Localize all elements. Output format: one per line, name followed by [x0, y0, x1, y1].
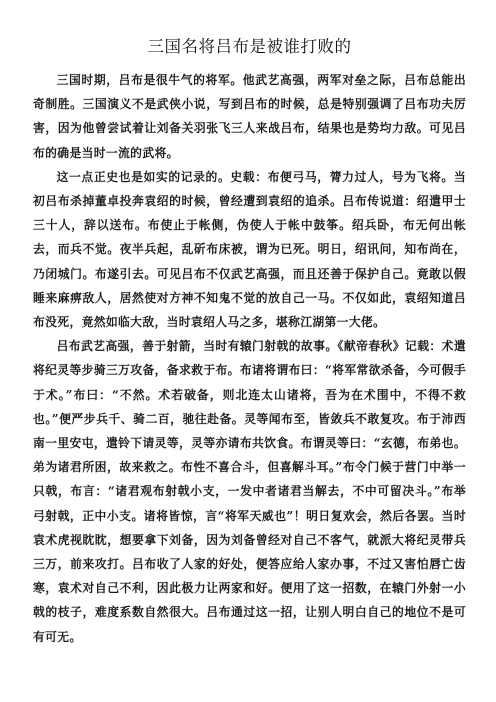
paragraph-1: 三国时期，吕布是很牛气的将军。他武艺高强，两军对垒之际，吕布总能出奇制胜。三国演义不是武侠小说，写到吕布的时候，总是特别强调了吕布功夫厉害，因为他曾尝试着让刘备关羽张飞三人来战吕布，结果也是势均力敌。可见吕布的确是当时一流的武将。	[33, 73, 466, 160]
paragraph-3: 吕布武艺高强，善于射箭，当时有辕门射戟的故事。《献帝春秋》记载：术遣将纪灵等步骑三万攻备，备求救于布。布诸将谓布曰：“将军常欲杀备，今可假手于术。”布曰：“不然。术若破备，则北连太山诸将，吾为在术围中，不得不救也。”便严步兵千、骑二百，驰往赴备。灵等闻布至，皆敛兵不敢复攻。布于沛西南一里安屯，遣铃下请灵等，灵等亦请布共饮食。布谓灵等曰：“玄德，布弟也。弟为诸君所困，故来救之。布性不喜合斗，但喜解斗耳。”布令门候于营门中举一只戟，布言：“诸君观布射戟小支，一发中者诸君当解去，不中可留决斗。”布举弓射戟，正中小支。诸将皆惊，言“将军天威也”！明日复欢会，然后各罢。当时袁术虎视眈眈，想要拿下刘备，因为刘备曾经对自己不客气，就派大将纪灵带兵三万，前来攻打。吕布收了人家的好处，便答应给人家办事，不过又害怕唇亡齿寒，袁术对自己不利，因此极力让两家和好。便用了这一招数，在辕门外射一小戟的枝子，难度系数自然很大。吕布通过这一招，让别人明白自己的地位不是可有可无。	[33, 339, 466, 644]
document-title: 三国名将吕布是被谁打败的	[147, 37, 352, 56]
paragraph-2: 这一点正史也是如实的记录的。史载：布便弓马，膂力过人，号为飞将。当初吕布杀掉董卓投奔袁绍的时候，曾经遭到袁绍的追杀。吕布传说道：绍遣甲士三十人，辞以送布。布使止于帐侧，伪使人于帐中鼓筝。绍兵卧，布无何出帐去，而兵不觉。夜半兵起，乱斫布床被，谓为已死。明日，绍讯问，知布尚在，乃闭城门。布遂引去。可见吕布不仅武艺高强，而且还善于保护自己。竟敢以假睡来麻痹敌人，居然使对方神不知鬼不觉的放自己一马。不仅如此，袁绍知道吕布没死，竟然如临大敌，当时袁绍人马之多，堪称江湖第一大佬。	[33, 169, 466, 330]
